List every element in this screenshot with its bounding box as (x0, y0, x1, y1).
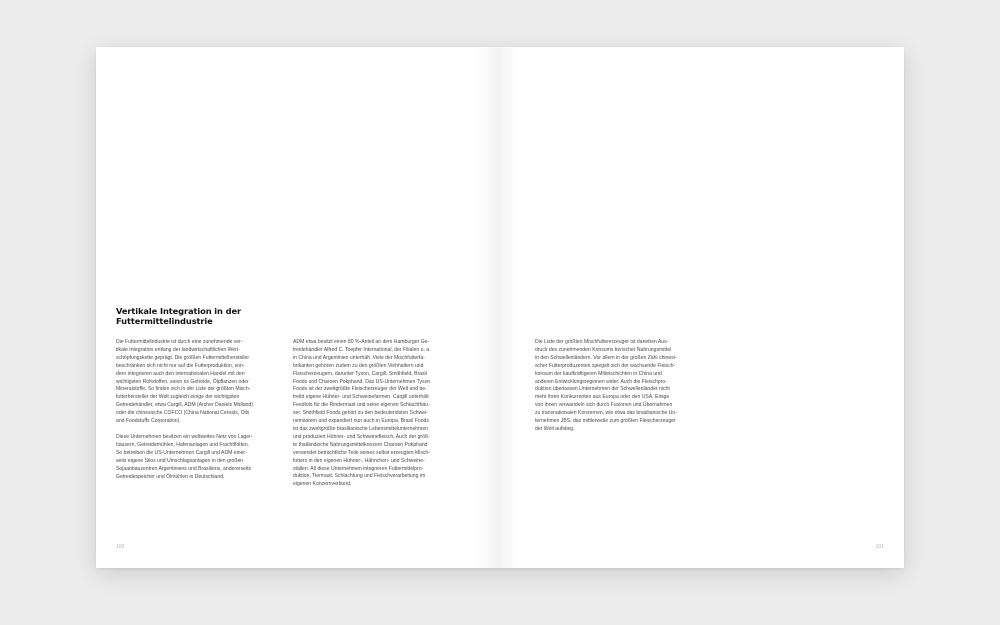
text-column-1 (116, 339, 278, 489)
left-page (96, 47, 500, 568)
right-page (500, 47, 904, 568)
paragraph: Die Futtermittelindustrie ist durch eine zunehmende ver- tikale Integration entlang der landwirtschaftlichen Wert- schöpfungskette geprägt. Die größten Futtermittelhersteller beschränken sich nicht nur auf die Futterproduktion, son- dern integrieren auch den internationalen Handel mit den wichtigsten Rohstoffen, seien es Getreide, Ölpflanzen oder Mineralstoffe. So finden sich in der Liste der größten Misch- futterhersteller der Welt zugleich einige der wichtigsten Getreidehändler, etwa Cargill, ADM (Archer Daniels Midland) oder die chinesische COFCO (China National Cereals, Oils and Foodstuffs Corporation). (116, 339, 254, 425)
page-number-left: 100 (116, 544, 125, 550)
gutter-shadow (500, 47, 518, 568)
text-column-3 (535, 339, 707, 442)
paragraph: ADM etwa besitzt einen 80 %-Anteil an dem Hamburger Ge- treidehändler Alfred C. Toepfer International, der Filialen u. a. in China und Argentinien unterhält. Viele der Mischfutterfa- brikanten gehören zudem zu den größten Viehhaltern und Fleischerzeugern, darunter Tyson, Cargill, Smithfield, Brasil Foods und Charoen Pokphand. Das US-Unternehmen Tyson Foods ist der zweitgrößte Fleischerzeuger der Welt und be- treibt eigene Hühner- und Schweinefarmen. Cargill unterhält Feedlots für die Rindermast und seine eigenen Schlachthäu- ser. Smithfield Foods gehört zu den bedeutendsten Schwei- nemästern und expandiert nun auch in Europa. Brasil Foods ist das zweitgrößte brasilianische Lebensmittelunternehmen und produziert Hühner- und Schweinefleisch. Auch der größ- te thailändische Nahrungsmittelkonzern Charoen Pokphand verwendet beträchtliche Teile seines selbst erzeugten Misch- futters in den eigenen Hühner-, Hähnchen- und Schweine- ställen. All diese Unternehmen integrieren Futtermittelpro- duktion, Tiermast, Schlachtung und Fleischverarbeitung im eigenen Konzernverbund. (293, 339, 431, 488)
paragraph: Diese Unternehmen besitzen ein weltweites Netz von Lager- häusern, Getreidemühlen, Hafenanlagen und Frachtflotten. So betreiben die US-Unternehmen Cargill und ADM einer- seits eigene Silos und Umschlagsanlagen in den großen Sojaanbauzentren Argentiniens und Brasiliens, andererseits Getreidespeicher und Ölmühlen in Deutschland. (116, 433, 253, 480)
book-spread (96, 47, 904, 568)
paragraph: Die Liste der größten Mischfuttererzeuger ist daneben Aus- druck des zunehmenden Konsums tierischer Nahrungsmittel in den Schwellenländern. Vor allem in der großen Zahl chinesi- scher Futterproduzenten spiegelt sich der wachsende Fleisch- konsum der kaufkräftigeren Mittelschichten in China und anderen Entwicklungsregionen wider. Auch die Fleischpro- duktion überlassen Unternehmen der Schwellenländer nicht mehr ihren Konkurrenten aus Europa oder den USA. Einige von ihnen verwandeln sich durch Fusionen und Übernahmen zu transnationalen Konzernen, wie etwa das brasilianische Un- ternehmen JBS, das mittlerweile zum größten Fleischerzeuger der Welt aufstieg. (535, 339, 677, 432)
page-number-right: 101 (875, 544, 884, 550)
gutter-shadow (476, 47, 500, 568)
text-column-2 (293, 339, 465, 497)
section-heading: Vertikale Integration in der Futtermittelindustrie (116, 306, 241, 326)
